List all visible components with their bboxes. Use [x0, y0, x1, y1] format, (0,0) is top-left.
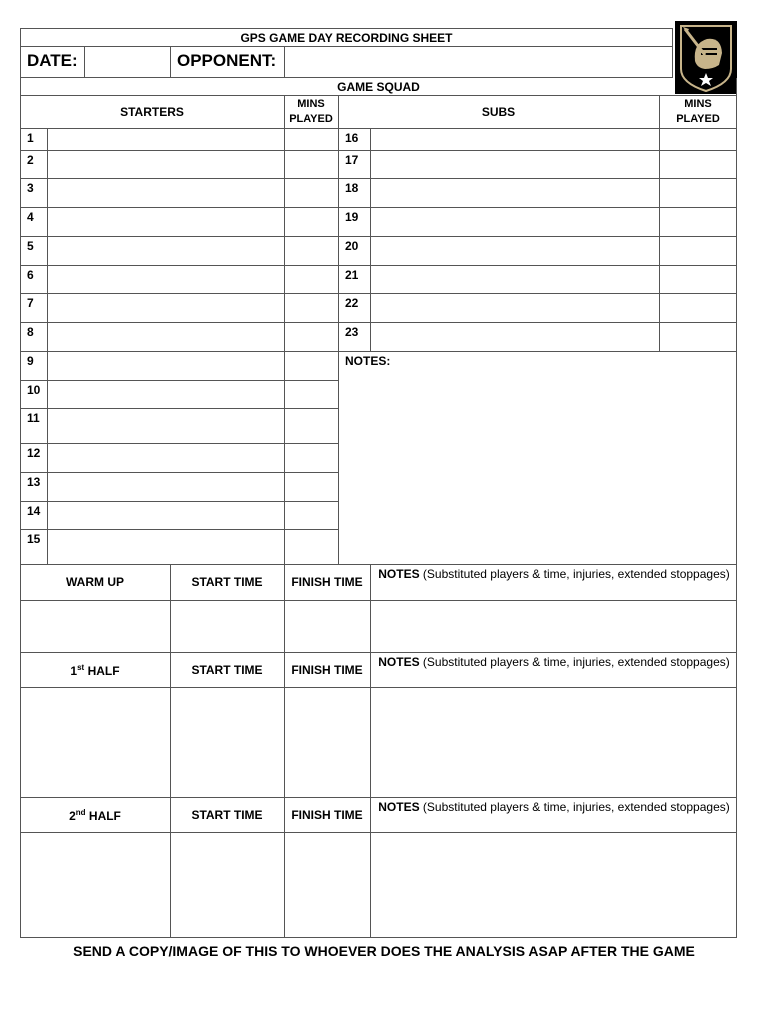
second-half-notes-label: NOTES (Substituted players & time, injuries, extended stoppages)	[378, 800, 730, 814]
first-half-label: 1st HALF	[70, 663, 120, 678]
starter-number: 6	[27, 268, 34, 282]
starter-number: 13	[27, 475, 41, 489]
starter-number: 10	[27, 383, 41, 397]
sub-number: 23	[345, 325, 359, 339]
sheet-title: GPS GAME DAY RECORDING SHEET	[240, 31, 453, 45]
starter-number: 4	[27, 210, 34, 224]
first-half-finish-label: FINISH TIME	[291, 663, 363, 677]
opponent-label: OPPONENT:	[177, 51, 277, 70]
subs-mins-header: MINS PLAYED	[676, 98, 720, 125]
first-half-start-label: START TIME	[191, 663, 263, 677]
starter-number: 1	[27, 131, 34, 145]
starter-number: 9	[27, 354, 34, 368]
starter-number: 12	[27, 446, 41, 460]
sub-number: 21	[345, 268, 359, 282]
date-field[interactable]	[85, 47, 169, 77]
first-half-notes-label: NOTES (Substituted players & time, injuries, extended stoppages)	[378, 655, 730, 669]
sub-number: 20	[345, 239, 359, 253]
sub-number: 19	[345, 210, 359, 224]
second-half-start-label: START TIME	[191, 808, 263, 822]
warmup-start-label: START TIME	[191, 575, 263, 589]
periods-box	[20, 565, 737, 938]
starter-number: 15	[27, 532, 41, 546]
second-half-label: 2nd HALF	[69, 808, 121, 823]
starter-number: 3	[27, 181, 34, 195]
sub-number: 16	[345, 131, 359, 145]
footer-instruction: SEND A COPY/IMAGE OF THIS TO WHOEVER DOES THE ANALYSIS ASAP AFTER THE GAME	[73, 943, 695, 959]
sub-number: 18	[345, 181, 359, 195]
starter-number: 8	[27, 325, 34, 339]
starter-number: 2	[27, 153, 34, 167]
sub-number: 17	[345, 153, 359, 167]
starters-mins-header: MINS PLAYED	[289, 98, 333, 125]
date-label: DATE:	[27, 51, 78, 70]
starter-number: 14	[27, 504, 41, 518]
opponent-field[interactable]	[285, 47, 672, 77]
starter-number: 11	[27, 411, 40, 425]
game-squad-label: GAME SQUAD	[337, 80, 420, 94]
starter-number: 5	[27, 239, 34, 253]
notes-area[interactable]	[339, 370, 736, 564]
second-half-finish-label: FINISH TIME	[291, 808, 363, 822]
warmup-finish-label: FINISH TIME	[291, 575, 363, 589]
warmup-notes-label: NOTES (Substituted players & time, injuries, extended stoppages)	[378, 567, 730, 581]
warmup-label: WARM UP	[66, 575, 124, 589]
starters-header: STARTERS	[120, 105, 184, 119]
subs-header: SUBS	[481, 105, 516, 119]
notes-label: NOTES:	[345, 354, 391, 368]
starter-number: 7	[27, 296, 34, 310]
sub-number: 22	[345, 296, 359, 310]
